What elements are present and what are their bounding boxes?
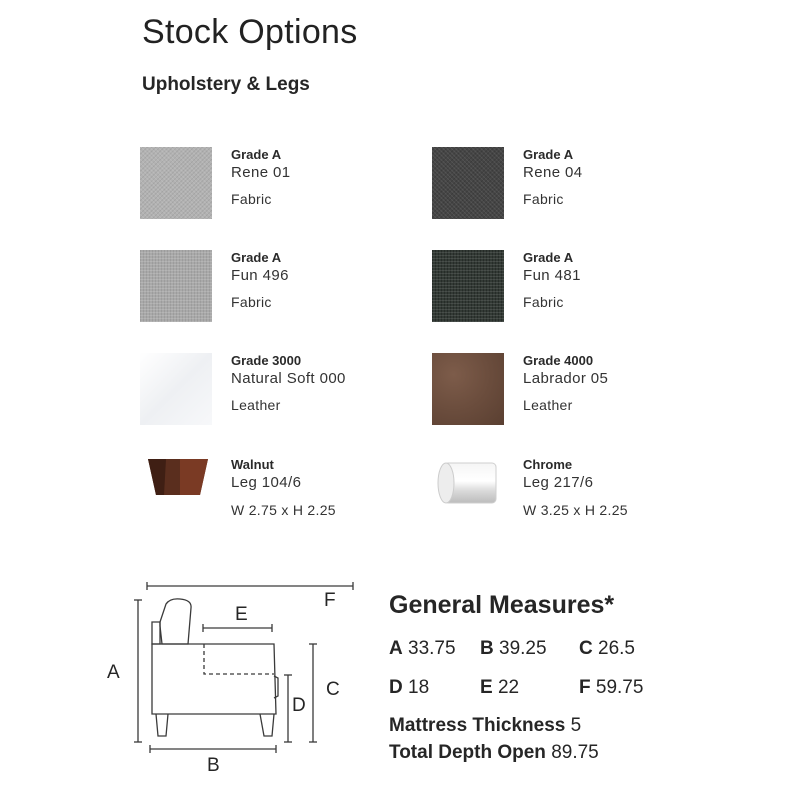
option-dimensions: W 2.75 x H 2.25 — [231, 502, 336, 518]
option-name: Leg 104/6 — [231, 474, 302, 491]
option-grade: Grade A — [523, 147, 574, 162]
sofa-dimension-diagram — [100, 578, 360, 778]
option-grade: Grade A — [231, 250, 282, 265]
option-fun-481 — [432, 250, 692, 325]
diagram-label-d: D — [292, 695, 306, 716]
option-rene-04 — [432, 147, 692, 222]
walnut-leg-icon — [146, 457, 210, 497]
option-grade: Grade A — [523, 250, 574, 265]
option-name: Natural Soft 000 — [231, 370, 346, 387]
option-material: Fabric — [523, 294, 564, 310]
diagram-label-a: A — [107, 662, 120, 683]
option-fun-496 — [140, 250, 400, 325]
measure-f: F 59.75 — [579, 677, 644, 698]
general-measures-title: General Measures* — [389, 591, 615, 619]
leather-swatch-icon — [432, 353, 504, 425]
option-material: Fabric — [231, 191, 272, 207]
option-material: Fabric — [523, 191, 564, 207]
option-rene-01 — [140, 147, 400, 222]
measure-c: C 26.5 — [579, 638, 635, 659]
fabric-swatch-icon — [140, 250, 212, 322]
total-depth-open: Total Depth Open 89.75 — [389, 742, 599, 763]
diagram-label-b: B — [207, 755, 220, 776]
fabric-swatch-icon — [432, 147, 504, 219]
option-walnut-leg — [140, 457, 400, 532]
option-grade: Grade 4000 — [523, 353, 594, 368]
option-name: Leg 217/6 — [523, 474, 594, 491]
option-material: Leather — [231, 397, 281, 413]
measure-d: D 18 — [389, 677, 430, 698]
option-name: Fun 481 — [523, 267, 581, 284]
option-name: Labrador 05 — [523, 370, 609, 387]
option-material: Leather — [523, 397, 573, 413]
option-name: Fun 496 — [231, 267, 289, 284]
mattress-thickness: Mattress Thickness 5 — [389, 715, 582, 736]
diagram-label-e: E — [235, 604, 248, 625]
measure-e: E 22 — [480, 677, 520, 698]
option-grade: Walnut — [231, 457, 274, 472]
option-grade: Chrome — [523, 457, 573, 472]
fabric-swatch-icon — [140, 147, 212, 219]
option-grade: Grade 3000 — [231, 353, 302, 368]
diagram-label-f: F — [324, 590, 336, 611]
page-title: Stock Options — [142, 13, 358, 51]
measure-b: B 39.25 — [480, 638, 547, 659]
diagram-label-c: C — [326, 679, 340, 700]
option-name: Rene 04 — [523, 164, 583, 181]
measure-a: A 33.75 — [389, 638, 456, 659]
section-subtitle: Upholstery & Legs — [142, 74, 310, 95]
leather-swatch-icon — [140, 353, 212, 425]
option-grade: Grade A — [231, 147, 282, 162]
fabric-swatch-icon — [432, 250, 504, 322]
option-material: Fabric — [231, 294, 272, 310]
option-dimensions: W 3.25 x H 2.25 — [523, 502, 628, 518]
option-name: Rene 01 — [231, 164, 291, 181]
option-chrome-leg — [432, 457, 692, 532]
option-natural-soft-000 — [140, 353, 400, 428]
option-labrador-05 — [432, 353, 692, 428]
chrome-leg-icon — [434, 459, 506, 507]
